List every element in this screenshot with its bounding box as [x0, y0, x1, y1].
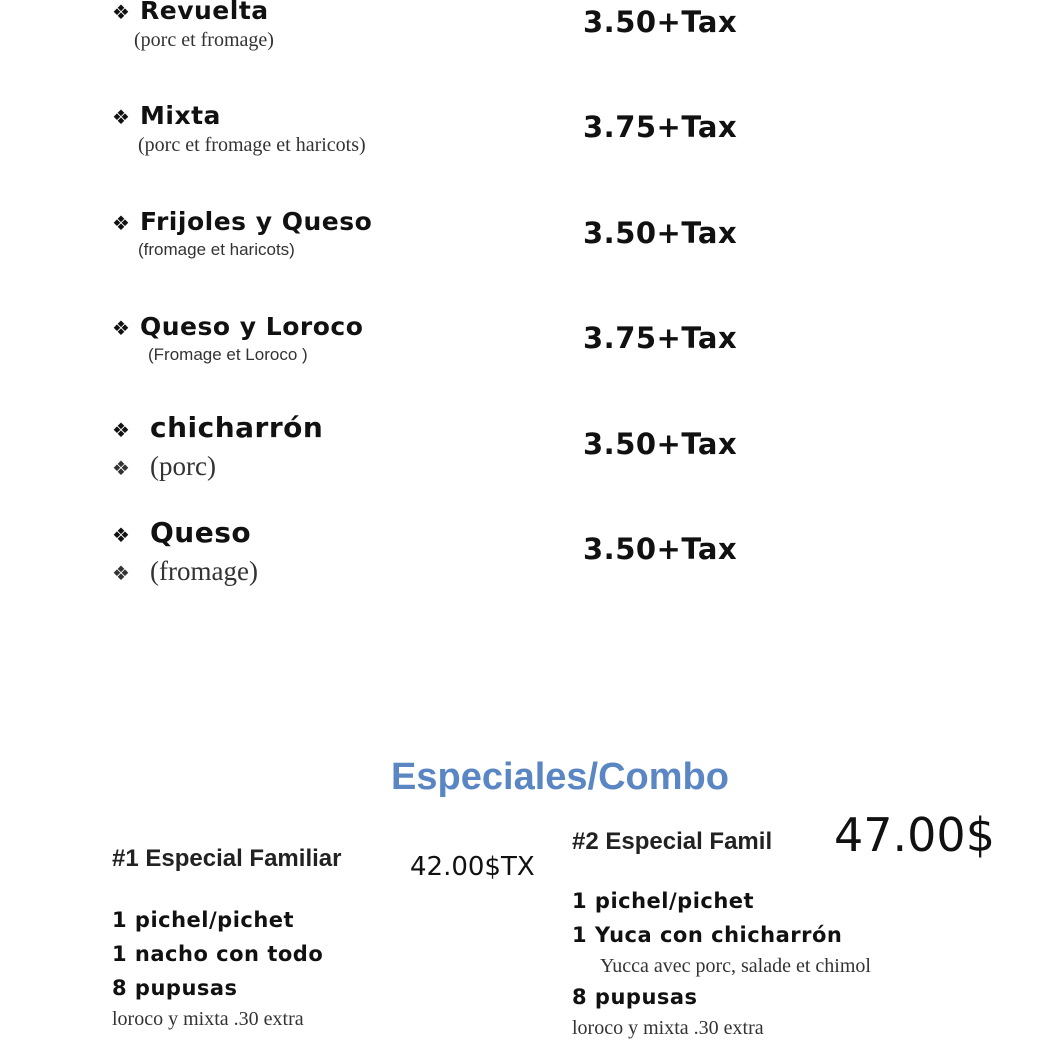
menu-item-queso-y-loroco [112, 312, 592, 365]
item-description: (porc et fromage et haricots) [138, 134, 366, 156]
combo-line: 1 pichel/pichet [112, 908, 295, 932]
combo-note: loroco y mixta .30 extra [572, 1017, 764, 1039]
combo-line: 1 pichel/pichet [572, 889, 755, 913]
combo-price: 42.00$TX [410, 852, 535, 882]
diamond-bullet-icon: ❖ [112, 316, 131, 340]
diamond-bullet-icon: ❖ [112, 418, 131, 442]
combo-line: 8 pupusas [572, 985, 698, 1009]
item-price: 3.50+Tax [583, 427, 738, 461]
item-name: chicharrón [150, 411, 324, 444]
item-name: Mixta [140, 101, 221, 130]
item-description: (Fromage et Loroco ) [148, 345, 308, 364]
diamond-bullet-icon: ❖ [112, 523, 131, 547]
item-description: (fromage et haricots) [138, 240, 295, 259]
combo-note: loroco y mixta .30 extra [112, 1008, 304, 1030]
combo-1 [112, 845, 341, 1033]
combo-line-note: Yucca avec porc, salade et chimol [600, 955, 871, 977]
item-description: (porc et fromage) [134, 29, 274, 51]
item-name: Frijoles y Queso [140, 207, 373, 236]
item-price: 3.50+Tax [583, 216, 738, 250]
combo-2 [572, 828, 871, 1042]
diamond-bullet-icon: ❖ [112, 563, 130, 585]
menu-item-mixta [112, 101, 592, 157]
diamond-bullet-icon: ❖ [112, 0, 131, 24]
menu-item-revuelta [112, 0, 592, 52]
diamond-bullet-icon: ❖ [112, 105, 131, 129]
item-price: 3.75+Tax [583, 110, 738, 144]
item-price: 3.50+Tax [583, 532, 738, 566]
combo-price: 47.00$ [834, 808, 995, 862]
item-name: Queso [150, 516, 252, 549]
section-title: Especiales/Combo [391, 756, 729, 798]
combo-title: #1 Especial Familiar [112, 845, 342, 872]
combo-line: 1 nacho con todo [112, 942, 324, 966]
item-description: (fromage) [150, 556, 258, 586]
combo-line: 8 pupusas [112, 976, 238, 1000]
diamond-bullet-icon: ❖ [112, 211, 131, 235]
item-name: Revuelta [140, 0, 269, 25]
item-price: 3.75+Tax [583, 321, 738, 355]
item-description: (porc) [150, 451, 216, 481]
item-price: 3.50+Tax [583, 5, 738, 39]
combo-line: 1 Yuca con chicharrón [572, 923, 843, 947]
diamond-bullet-icon: ❖ [112, 458, 130, 480]
menu-item-chicharron [112, 413, 592, 482]
item-name: Queso y Loroco [140, 312, 364, 341]
menu-item-queso [112, 518, 592, 587]
menu-item-frijoles-y-queso [112, 207, 592, 260]
combo-title: #2 Especial Famil [572, 828, 773, 855]
